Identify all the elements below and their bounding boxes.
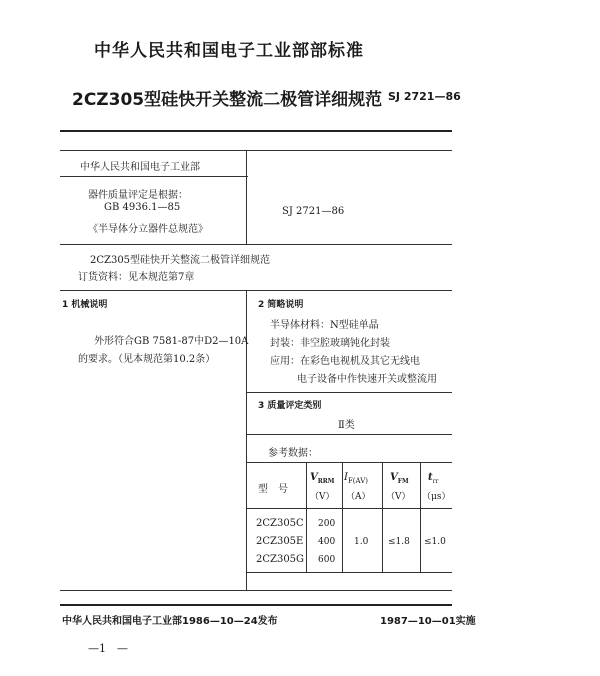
params-label: 参考数据： (268, 448, 318, 459)
col-if-unit: （A） (346, 492, 371, 502)
standard-code: SJ 2721—86 (388, 90, 461, 103)
col-trr-header (428, 472, 438, 485)
basis-label: 器件质量评定是根据： (88, 190, 188, 201)
body-top-line (60, 290, 452, 291)
col-trr-symbol: t (428, 472, 433, 483)
application-line2: 电子设备中作快速开关或整流用 (297, 374, 437, 385)
table-col-line-2 (342, 462, 343, 572)
trr-value: ≤1.0 (424, 537, 446, 547)
effective-date: 1987—10—01实施 (380, 616, 476, 627)
table-bottom-line (246, 572, 452, 573)
row-vrrm-2: 400 (318, 537, 336, 547)
quality-category: Ⅱ类 (338, 420, 355, 431)
document-title: 2CZ305型硅快开关整流二极管详细规范 (72, 90, 383, 110)
table-col-line-1 (306, 462, 307, 572)
col-model-header: 型 号 (258, 484, 288, 495)
section1-line1: 外形符合GB 7581-87中D2—10A (94, 336, 249, 347)
col-trr-unit: （μs） (422, 492, 451, 502)
col-vfm-symbol: V (390, 472, 398, 483)
top-rule (60, 130, 452, 132)
basis-standard: GB 4936.1—85 (104, 202, 181, 213)
standard-org-heading: 中华人民共和国电子工业部部标准 (94, 41, 364, 61)
box-mid-line (60, 244, 452, 245)
page-number: —1 — (88, 642, 128, 655)
application-line1: 应用：在彩色电视机及其它无线电 (270, 356, 420, 367)
basis-standard-name: 《半导体分立器件总规范》 (88, 224, 208, 235)
col-vfm-unit: （V） (386, 492, 411, 502)
footer-rule (60, 604, 452, 606)
package-line: 封装：非空腔玻璃钝化封装 (270, 338, 390, 349)
table-col-line-4 (420, 462, 421, 572)
section3-heading: 3 质量评定类别 (258, 401, 322, 411)
section2-heading: 2 简略说明 (258, 300, 304, 310)
table-header-line (246, 508, 452, 509)
material-line: 半导体材料：N型硅单晶 (270, 320, 379, 331)
vfm-value: ≤1.8 (388, 537, 410, 547)
issuer-underline (60, 176, 248, 177)
col-vrrm-subscript: RRM (317, 478, 335, 485)
row-model-1: 2CZ305C (256, 518, 304, 529)
section1-line2: 的要求。（见本规范第10.2条） (78, 354, 216, 365)
col-vfm-subscript: FM (397, 478, 409, 485)
table-col-line-3 (382, 462, 383, 572)
issue-date: 中华人民共和国电子工业部1986—10—24发布 (62, 616, 278, 627)
col-if-subscript: F(AV) (347, 477, 369, 485)
issuer-text: 中华人民共和国电子工业部 (80, 162, 200, 173)
right-standard-code: SJ 2721—86 (282, 206, 345, 217)
row-vrrm-3: 600 (318, 555, 336, 565)
col-if-header (344, 472, 368, 485)
col-vrrm-header (310, 472, 342, 485)
row-model-2: 2CZ305E (256, 536, 304, 547)
box-top-line (60, 150, 452, 151)
col-trr-subscript: rr (432, 478, 439, 485)
row-model-3: 2CZ305G (256, 554, 305, 565)
col-vrrm-symbol: V (310, 472, 318, 483)
col-vrrm-unit: （V） (310, 492, 335, 502)
body-bottom-line (60, 590, 452, 591)
if-value: 1.0 (354, 537, 369, 547)
box-divider (246, 150, 247, 244)
row-vrrm-1: 200 (318, 519, 336, 529)
params-top-line (246, 434, 452, 435)
section3-top-line (246, 392, 452, 393)
section1-heading: 1 机械说明 (62, 300, 108, 310)
col-if-symbol: I (344, 472, 348, 483)
table-top-line (246, 462, 452, 463)
order-info-line: 订货资料：见本规范第7章 (78, 272, 195, 283)
col-vfm-header (390, 472, 409, 485)
device-spec-line: 2CZ305型硅快开关整流二极管详细规范 (90, 255, 271, 266)
